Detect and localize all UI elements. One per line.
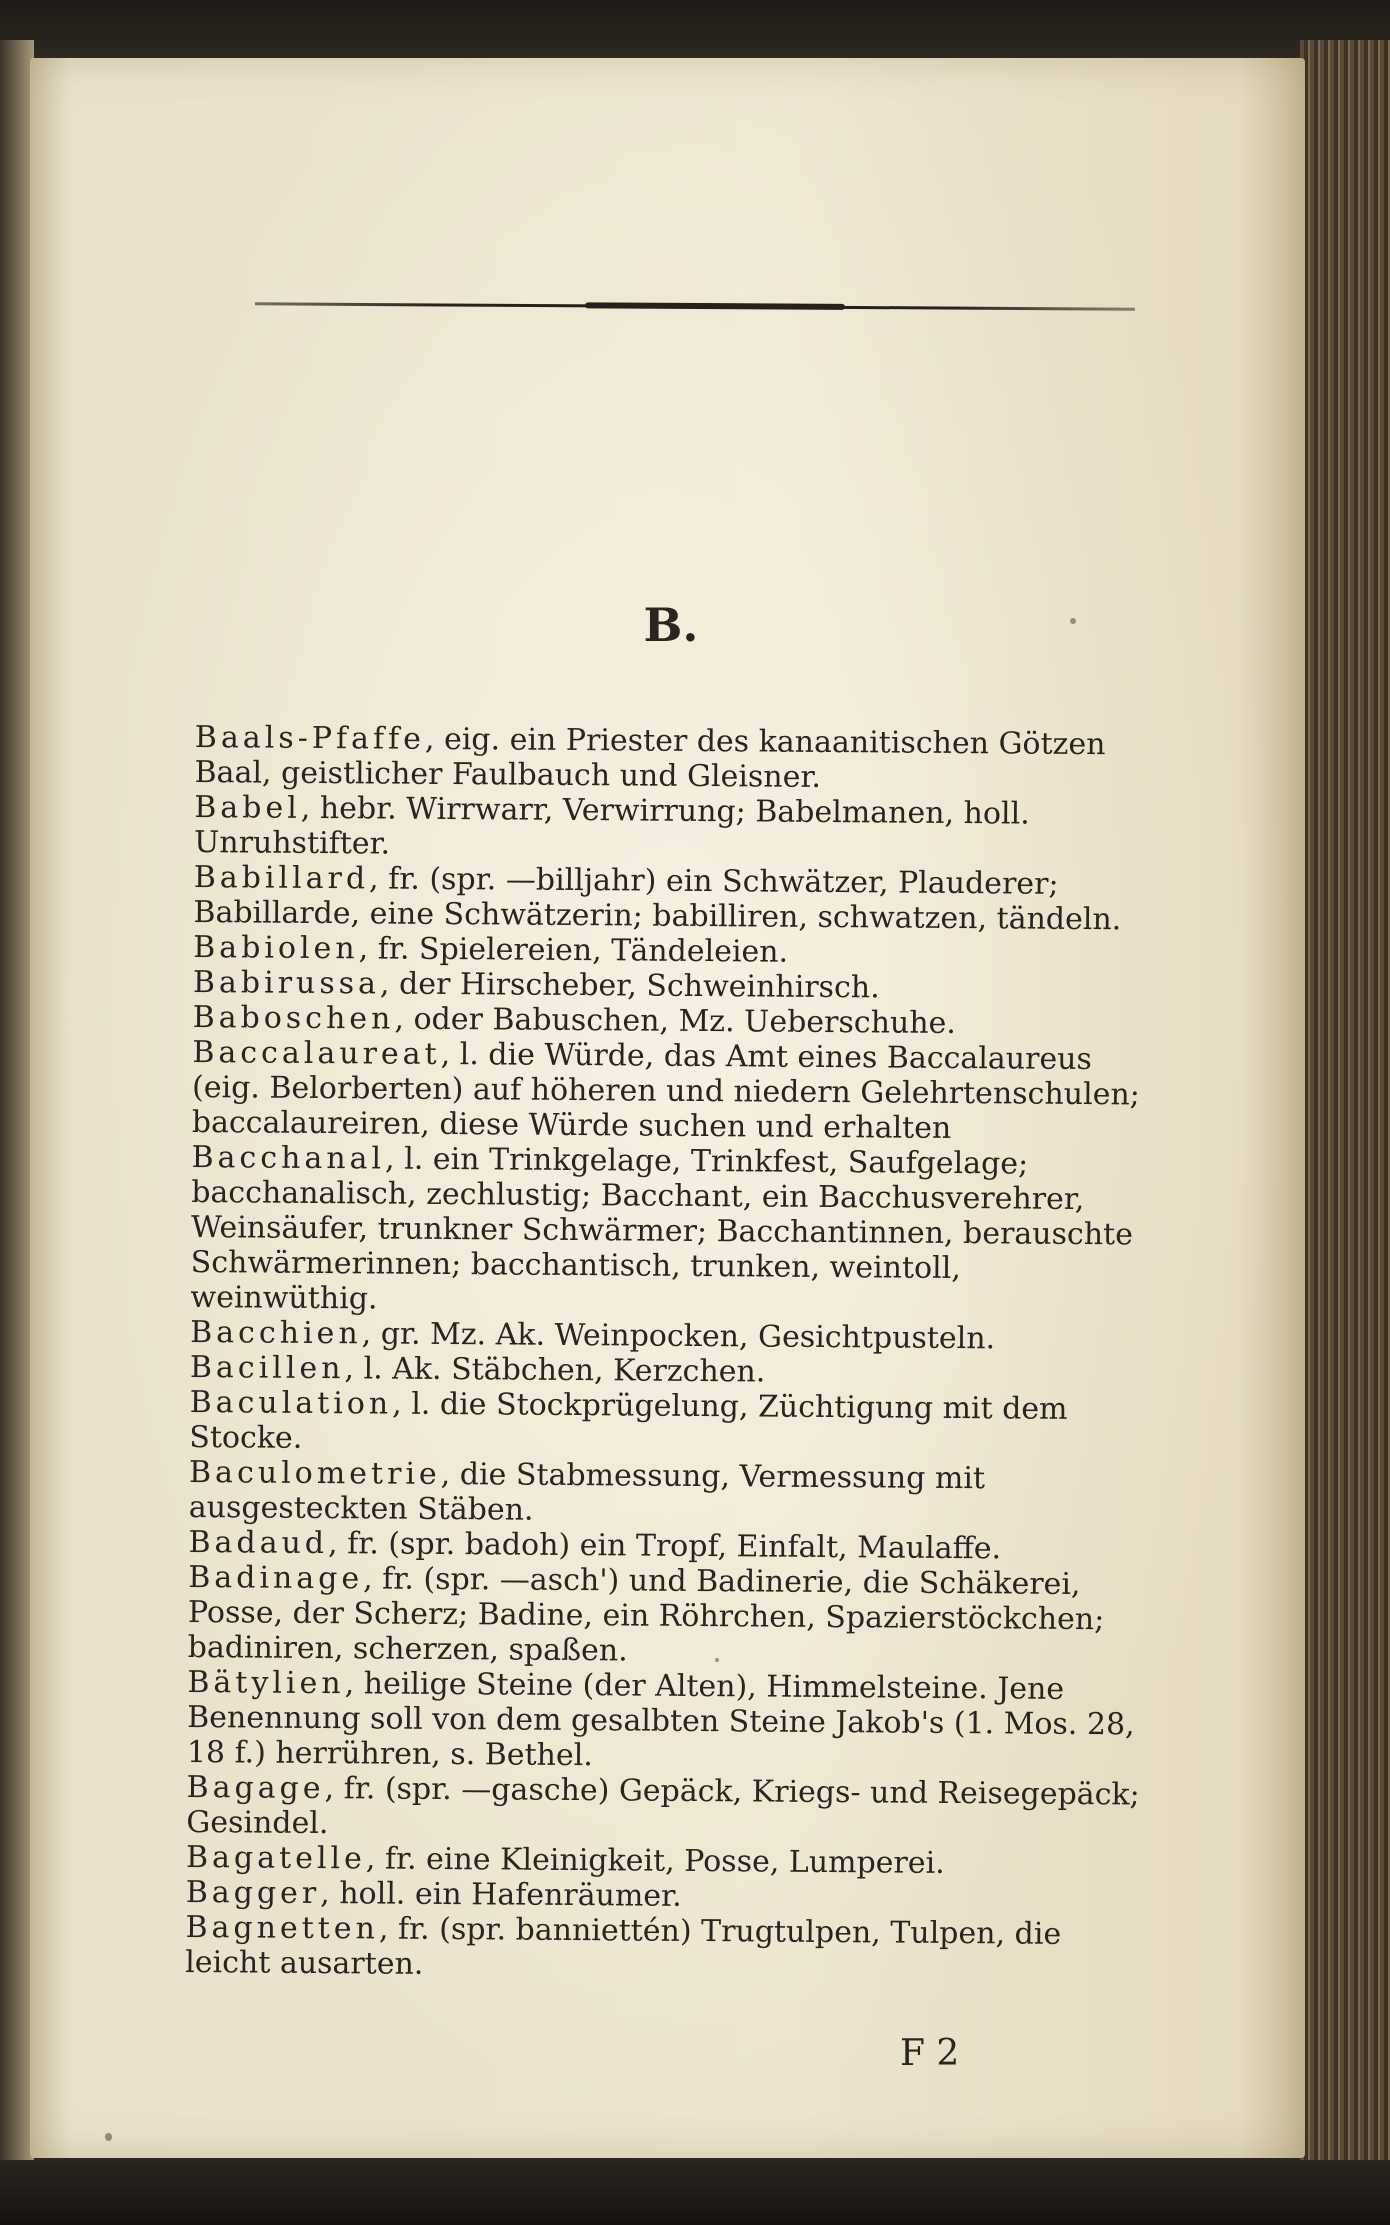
dictionary-entries	[185, 720, 1160, 1988]
paper-stain	[715, 1658, 719, 1662]
entry-headword: Bagger	[185, 1874, 321, 1912]
paper-stain	[1070, 618, 1076, 624]
entry-headword: Babiolen	[193, 929, 359, 967]
entry-headword: Bätylien	[187, 1664, 345, 1702]
table-surface-top	[0, 0, 1390, 62]
table-surface-bottom	[0, 2160, 1390, 2225]
entry-definition: , fr. (spr. banniettén) Trugtulpen, Tulpen, die leicht ausarten.	[185, 1911, 1062, 1982]
entry-headword: Bacillen	[189, 1349, 345, 1387]
entry-headword: Bacchien	[190, 1314, 362, 1352]
entry-headword: Badinage	[188, 1559, 364, 1597]
signature-mark: F 2	[900, 2033, 960, 2074]
dictionary-entry	[189, 1385, 1155, 1463]
entry-definition: , oder Babuschen, Mz. Ueberschuhe.	[394, 1001, 957, 1041]
entry-definition: , holl. ein Hafenräumer.	[320, 1876, 682, 1914]
entry-definition: , l. die Würde, das Amt eines Baccalaureus (eig. Belorberten) auf höheren und niedern Gelehrtenschulen; baccalaureiren, diese Würde suchen und erhalten	[191, 1036, 1140, 1146]
entry-definition: , l. ein Trinkgelage, Trinkfest, Saufgelage; bacchanalisch, zechlustig; Bacchant, ein Bacchusverehrer, Weinsäufer, trunkner Schwärmer; Bacchantinnen, berauschte Schwärmerinnen; bacchantisch, trunken, weintoll, weinwüthig.	[190, 1141, 1134, 1317]
entry-definition: , fr. Spielereien, Tändeleien.	[358, 931, 789, 970]
dictionary-entry	[192, 1035, 1158, 1148]
entry-headword: Badaud	[188, 1524, 329, 1562]
entry-definition: , fr. (spr. badoh) ein Tropf, Einfalt, Maulaffe.	[327, 1526, 1002, 1567]
entry-headword: Baculometrie	[188, 1454, 441, 1492]
dictionary-entry	[188, 1560, 1154, 1673]
entry-headword: Baccalaureat	[192, 1034, 441, 1072]
entry-definition: , fr. (spr. —asch') und Badinerie, die Schäkerei, Posse, der Scherz; Badine, ein Röhrchen, Spazierstöckchen; badiniren, scherzen, spaßen.	[187, 1561, 1105, 1669]
entry-headword: Bagage	[186, 1769, 325, 1807]
entry-definition: , l. die Stockprügelung, Züchtigung mit dem Stocke.	[189, 1386, 1068, 1456]
entry-definition: , gr. Mz. Ak. Weinpocken, Gesichtpusteln.	[361, 1316, 996, 1357]
dictionary-entry	[187, 1665, 1153, 1778]
entry-headword: Bagnetten	[185, 1909, 380, 1947]
entry-headword: Baals-Pfaffe	[194, 720, 426, 757]
entry-definition: , fr. eine Kleinigkeit, Posse, Lumperei.	[365, 1841, 945, 1881]
paper-stain	[105, 2133, 112, 2141]
header-rule	[255, 302, 1135, 310]
entry-headword: Bacchanal	[191, 1139, 386, 1177]
entry-headword: Babirussa	[192, 964, 381, 1002]
entry-definition: , fr. (spr. —gasche) Gepäck, Kriegs- und Reisegepäck; Gesindel.	[186, 1771, 1140, 1842]
facing-page-edge	[0, 40, 34, 2180]
entry-definition: , hebr. Wirrwarr, Verwirrung; Babelmanen, holl. Unruhstifter.	[193, 790, 1030, 862]
dictionary-entry	[194, 720, 1160, 798]
entry-definition: , der Hirscheber, Schweinhirsch.	[379, 966, 880, 1006]
dictionary-entry	[185, 1910, 1151, 1988]
entry-definition: , die Stabmessung, Vermessung mit ausgesteckten Stäben.	[188, 1456, 986, 1528]
page-stack-edge	[1300, 40, 1390, 2180]
dictionary-entry	[186, 1770, 1152, 1848]
dictionary-entry	[190, 1140, 1156, 1323]
entry-headword: Baboschen	[192, 999, 395, 1037]
section-letter: B.	[643, 598, 699, 652]
entry-definition: , heilige Steine (der Alten), Himmelsteine. Jene Benennung soll von dem gesalbten Steine Jakob's (1. Mos. 28, 18 f.) herrühren, s. Bethel.	[186, 1666, 1135, 1774]
entry-definition: , eig. ein Priester des kanaanitischen Götzen Baal, geistlicher Faulbauch und Gleisner.	[194, 721, 1106, 795]
entry-definition: , l. Ak. Stäbchen, Kerzchen.	[344, 1351, 766, 1390]
entry-headword: Baculation	[189, 1384, 393, 1422]
book-page	[30, 58, 1305, 2158]
entry-headword: Babillard	[193, 859, 370, 897]
entry-definition: , fr. (spr. —billjahr) ein Schwätzer, Plauderer; Babillarde, eine Schwätzerin; babilliren, schwatzen, tändeln.	[193, 861, 1122, 938]
entry-headword: Babel	[194, 789, 301, 826]
dictionary-entry	[193, 860, 1159, 938]
dictionary-entry	[194, 790, 1160, 868]
dictionary-entry	[189, 1455, 1155, 1533]
entry-headword: Bagatelle	[185, 1839, 366, 1877]
